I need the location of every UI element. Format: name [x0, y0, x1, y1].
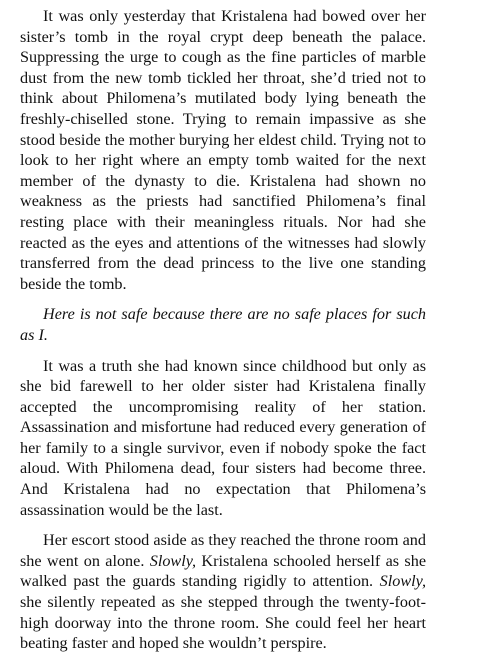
emphasis-slowly: Slowly,	[149, 551, 197, 570]
inner-thought-text: Here is not safe because there are no safe places for such as I.	[20, 305, 426, 344]
paragraph-truth	[20, 356, 426, 521]
book-page	[20, 6, 426, 654]
emphasis-slowly: Slowly,	[379, 572, 426, 591]
paragraph-inner-thought	[20, 304, 426, 345]
paragraph-text: Her escort stood aside as they reached the throne room and she went on alone.	[20, 531, 426, 570]
paragraph-text: It was only yesterday that Kristalena had bowed over her sister’s tomb in the royal crypt deep beneath the palace. Suppressing the urge to cough as the fine particles of marble dust from the new tomb tickled her throat, she’d tried not to think about Philomena’s mutilated body lying beneath the freshly-chiselled stone. Trying to remain impassive as she stood beside the mother burying her eldest child. Trying not to look to her right where an empty tomb waited for the next member of the dynasty to die. Kristalena had shown no weakness as the priests had sanctified Philomena’s final resting place with their meaningless rituals. Nor had she reacted as the eyes and attentions of the witnesses had slowly transferred from the dead princess to the live one standing beside the tomb.	[20, 7, 426, 293]
paragraph-text: It was a truth she had known since childhood but only as she bid farewell to her older sister had Kristalena finally accepted the uncompromising reality of her station. Assassination and misfortune had reduced every generation of her family to a single survivor, even if nobody spoke the fact aloud. With Philomena dead, four sisters had become three. And Kristalena had no expectation that Philomena’s assassination would be the last.	[20, 356, 426, 519]
paragraph-throne-room	[20, 530, 426, 654]
paragraph-crypt	[20, 6, 426, 294]
paragraph-text: Kristalena schooled herself as she walked past the guards standing rigidly to attention.	[20, 551, 426, 591]
paragraph-text: she silently repeated as she stepped through the twenty-foot-high doorway into the throne room. She could feel her heart beating faster and hoped she wouldn’t perspire.	[20, 593, 426, 653]
